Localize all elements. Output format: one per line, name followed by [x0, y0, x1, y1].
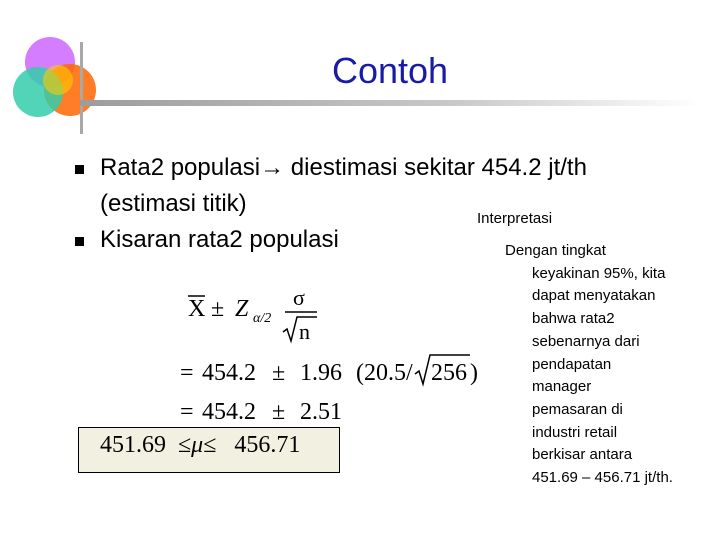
formula-xbar: X	[188, 296, 206, 322]
formula-n: n	[299, 319, 310, 344]
result-interval	[100, 432, 300, 459]
interpretation-line: industri retail	[532, 423, 618, 441]
formula-sigma: σ	[293, 285, 305, 310]
interpretation-line: 451.69 – 456.71 jt/th.	[532, 469, 673, 487]
eq1-close: )	[470, 360, 478, 386]
interpretation-first-line: Dengan tingkat	[505, 242, 606, 259]
bullet-item-point-estimate	[70, 150, 690, 222]
bullet-square-icon	[75, 237, 84, 246]
bullet-text: Rata2 populasi	[100, 154, 261, 181]
interpretation-line: dapat menyatakan	[532, 287, 656, 305]
result-mu: μ	[191, 432, 204, 458]
interpretation-line: pemasaran di	[532, 400, 623, 418]
equation-line-1	[180, 352, 480, 388]
result-upper: 456.71	[234, 432, 301, 458]
slide-title: Contoh	[331, 50, 449, 91]
ci-formula	[185, 285, 345, 345]
eq1-z: 1.96	[300, 360, 342, 386]
eq1-n: 256	[431, 360, 467, 386]
eq2-mean: 454.2	[202, 399, 256, 425]
bullet-text-rest: diestimasi sekitar 454.2 jt/th	[284, 154, 587, 181]
interpretation-line: keyakinan 95%, kita	[532, 264, 666, 282]
result-le2: ≤	[203, 432, 217, 458]
bullet-text-line2: (estimasi titik)	[100, 190, 247, 217]
result-lower: 451.69	[100, 432, 166, 458]
interpretation-title: Interpretasi	[477, 210, 553, 227]
eq2-margin: 2.51	[300, 399, 342, 425]
formula-subscript: α/2	[253, 311, 272, 326]
eq2-pm: ±	[272, 399, 286, 425]
eq1-pm: ±	[272, 360, 286, 386]
interpretation-line: manager	[532, 378, 592, 396]
interpretation-line: sebenarnya dari	[532, 332, 640, 350]
interpretation-text	[505, 240, 705, 490]
interpretation-line: berkisar antara	[532, 446, 633, 464]
eq1-paren: (20.5/	[356, 360, 413, 386]
formula-z: Z	[235, 296, 249, 322]
equation-line-2	[180, 395, 380, 427]
eq1-mean: 454.2	[202, 360, 256, 386]
result-le1: ≤	[178, 432, 192, 458]
arrow-right-icon: →	[260, 154, 285, 181]
formula-pm: ±	[211, 296, 225, 322]
interpretation-line: pendapatan	[532, 355, 612, 373]
eq1-equals: =	[180, 360, 194, 386]
interpretation-line: bahwa rata2	[532, 310, 615, 328]
eq2-equals: =	[180, 399, 194, 425]
title-horizontal-rule	[80, 100, 700, 106]
bullet-text: Kisaran rata2 populasi	[100, 226, 339, 253]
bullet-square-icon	[75, 165, 84, 174]
